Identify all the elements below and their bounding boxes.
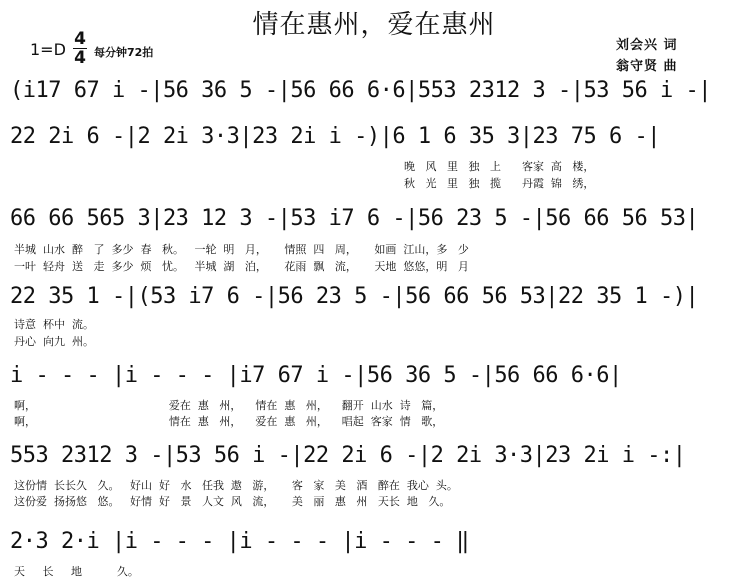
- lyric-line-4b: 丹心 向九 州。: [14, 335, 94, 348]
- lyric-line-5b: 啊， 情在 惠 州， 爱在 惠 州， 唱起 客家 情 歌，: [14, 415, 444, 428]
- score-line-6: 553 2312 3 -|53 56 i -|22 2i 6 -|2 2i 3·3|23 2i i -:|: [10, 443, 686, 468]
- score-line-2: 22 2i 6 -|2 2i 3·3|23 2i i -)|6 1 6 35 3|23 75 6 -|: [10, 124, 661, 149]
- time-signature: [72, 30, 88, 67]
- lyric-line-6b: 这份爱 扬扬悠 悠。 好情 好 景 人文 风 流， 美 丽 惠 州 天长 地 久。: [14, 495, 451, 508]
- tempo-marking: 每分钟72拍: [94, 46, 154, 59]
- score-line-4: 22 35 1 -|(53 i7 6 -|56 23 5 -|56 66 56 53|22 35 1 -)|: [10, 284, 699, 309]
- song-title: 情在惠州，爱在惠州: [252, 10, 496, 40]
- lyric-line-2b: 秋 光 里 独 揽 丹霞 锦 绣，: [404, 177, 595, 190]
- lyric-line-3a: 半城 山水 醉 了 多少 春 秋。 一轮 明 月， 情照 四 周， 如画 江山，多 少: [14, 243, 469, 256]
- lyric-line-5a: 啊， 爱在 惠 州， 情在 惠 州， 翻开 山水 诗 篇，: [14, 399, 444, 412]
- composer-credit: 翁守贤 曲: [616, 59, 678, 74]
- lyric-line-3b: 一叶 轻舟 送 走 多少 烦 忧。 半城 湖 泊， 花雨 飘 流， 天地 悠悠，明 月: [14, 260, 469, 273]
- score-line-7: 2·3 2·i |i - - - |i - - - |i - - - ‖: [10, 529, 469, 554]
- lyric-line-2a: 晚 风 里 独 上 客家 高 楼，: [404, 160, 595, 173]
- lyric-line-6a: 这份情 长长久 久。 好山 好 水 任我 遨 游， 客 家 美 酒 醉在 我心 头。: [14, 479, 458, 492]
- lyric-line-7: 天 长 地 久。: [14, 565, 139, 578]
- key-signature: 1=D: [30, 40, 66, 59]
- score-line-5: i - - - |i - - - |i7 67 i -|56 36 5 -|56 66 6·6|: [10, 363, 622, 388]
- time-top: 4: [74, 29, 86, 49]
- lyricist-credit: 刘会兴 词: [616, 38, 678, 53]
- score-line-1: (i17 67 i -|56 36 5 -|56 66 6·6|553 2312 3 -|53 56 i -|: [10, 78, 711, 103]
- score-line-3: 66 66 565 3|23 12 3 -|53 i7 6 -|56 23 5 -|56 66 56 53|: [10, 206, 699, 231]
- lyric-line-4a: 诗意 杯中 流。: [14, 318, 94, 331]
- time-bottom: 4: [74, 48, 86, 68]
